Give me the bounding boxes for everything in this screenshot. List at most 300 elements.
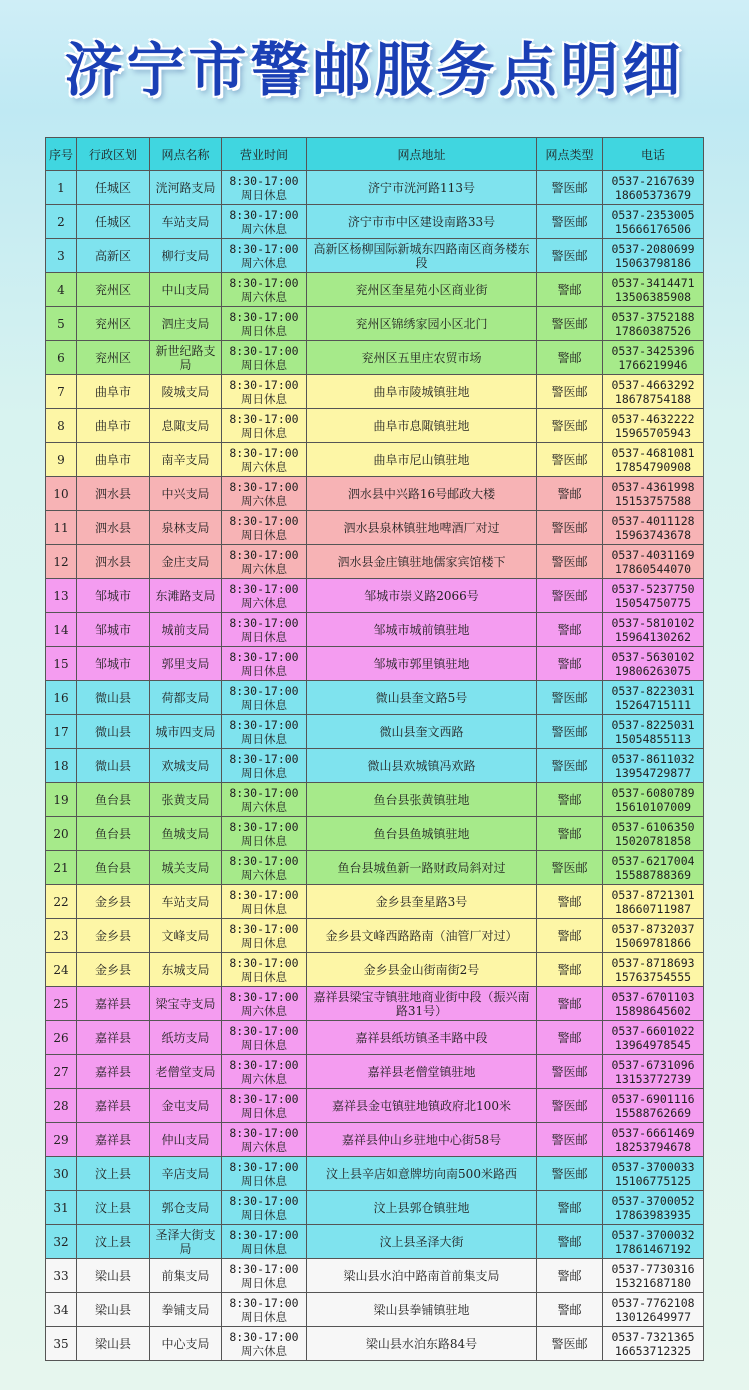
header-type: 网点类型 [537, 138, 603, 171]
cell-district: 泗水县 [77, 545, 150, 579]
cell-name: 纸坊支局 [150, 1021, 222, 1055]
cell-hours [222, 239, 307, 273]
cell-district: 嘉祥县 [77, 1089, 150, 1123]
cell-district: 嘉祥县 [77, 987, 150, 1021]
cell-type: 警邮 [537, 817, 603, 851]
phone-mobile: 15106775125 [614, 1173, 692, 1188]
phone-landline: 0537-5630102 [611, 649, 695, 664]
hours-closed-day: 周六休息 [241, 289, 287, 304]
cell-district: 泗水县 [77, 477, 150, 511]
cell-no: 26 [46, 1021, 77, 1055]
cell-address [307, 375, 537, 409]
hours-closed-day: 周日休息 [241, 1037, 287, 1052]
hours-time: 8:30-17:00 [229, 1227, 299, 1242]
phone-mobile: 19806263075 [614, 663, 692, 678]
hours-time: 8:30-17:00 [229, 275, 299, 290]
cell-district: 兖州区 [77, 341, 150, 375]
cell-no: 27 [46, 1055, 77, 1089]
cell-address [307, 579, 537, 613]
cell-type: 警邮 [537, 1225, 603, 1259]
service-points-table [45, 137, 704, 1361]
cell-address [307, 817, 537, 851]
phone-mobile: 15264715111 [614, 697, 692, 712]
hours-closed-day: 周六休息 [241, 867, 287, 882]
cell-hours [222, 647, 307, 681]
table-body [46, 171, 704, 1361]
hours-time: 8:30-17:00 [229, 445, 299, 460]
phone-mobile: 15588762669 [614, 1105, 692, 1120]
address-text: 兖州区奎星苑小区商业街 [355, 282, 488, 297]
table-row [46, 545, 704, 579]
cell-district: 微山县 [77, 681, 150, 715]
cell-hours [222, 375, 307, 409]
cell-type: 警邮 [537, 341, 603, 375]
table-row [46, 239, 704, 273]
cell-type: 警医邮 [537, 681, 603, 715]
hours-time: 8:30-17:00 [229, 1261, 299, 1276]
hours-time: 8:30-17:00 [229, 921, 299, 936]
phone-mobile: 16653712325 [614, 1343, 692, 1358]
cell-type: 警邮 [537, 477, 603, 511]
cell-phone [603, 443, 704, 477]
cell-district: 梁山县 [77, 1327, 150, 1361]
cell-name: 仲山支局 [150, 1123, 222, 1157]
phone-mobile: 13506385908 [614, 289, 692, 304]
cell-no: 21 [46, 851, 77, 885]
cell-no: 6 [46, 341, 77, 375]
cell-no: 8 [46, 409, 77, 443]
address-text: 嘉祥县仲山乡驻地中心街58号 [341, 1132, 502, 1147]
cell-hours [222, 783, 307, 817]
cell-name: 张黄支局 [150, 783, 222, 817]
cell-district: 嘉祥县 [77, 1055, 150, 1089]
cell-phone [603, 1123, 704, 1157]
cell-name: 金屯支局 [150, 1089, 222, 1123]
table-row [46, 409, 704, 443]
hours-closed-day: 周日休息 [241, 969, 287, 984]
cell-address [307, 1191, 537, 1225]
hours-time: 8:30-17:00 [229, 1057, 299, 1072]
table-row [46, 851, 704, 885]
phone-mobile: 1766219946 [618, 357, 688, 372]
address-text: 嘉祥县纸坊镇圣丰路中段 [355, 1030, 488, 1045]
address-text: 邹城市城前镇驻地 [373, 622, 470, 637]
phone-landline: 0537-3700032 [611, 1227, 695, 1242]
cell-address [307, 1327, 537, 1361]
address-text: 嘉祥县老僧堂镇驻地 [367, 1064, 476, 1079]
address-text: 梁山县水泊东路84号 [365, 1336, 478, 1351]
address-text: 曲阜市尼山镇驻地 [373, 452, 470, 467]
phone-mobile: 18253794678 [614, 1139, 692, 1154]
cell-phone [603, 885, 704, 919]
phone-mobile: 15763754555 [614, 969, 692, 984]
hours-time: 8:30-17:00 [229, 717, 299, 732]
cell-district: 汶上县 [77, 1225, 150, 1259]
phone-landline: 0537-6080789 [611, 785, 695, 800]
phone-mobile: 17860544070 [614, 561, 692, 576]
hours-time: 8:30-17:00 [229, 615, 299, 630]
cell-address [307, 1293, 537, 1327]
cell-no: 34 [46, 1293, 77, 1327]
cell-hours [222, 409, 307, 443]
cell-district: 兖州区 [77, 273, 150, 307]
cell-hours [222, 1055, 307, 1089]
hours-closed-day: 周日休息 [241, 323, 287, 338]
table-row [46, 511, 704, 545]
cell-address [307, 647, 537, 681]
address-text: 泗水县泉林镇驻地啤酒厂对过 [343, 520, 500, 535]
phone-mobile: 17863983935 [614, 1207, 692, 1222]
cell-phone [603, 375, 704, 409]
phone-mobile: 17861467192 [614, 1241, 692, 1256]
cell-address [307, 1089, 537, 1123]
phone-mobile: 15963743678 [614, 527, 692, 542]
cell-phone [603, 341, 704, 375]
table-row [46, 1327, 704, 1361]
address-text: 嘉祥县金屯镇驻地镇政府北100米 [332, 1098, 511, 1113]
phone-landline: 0537-6106350 [611, 819, 695, 834]
hours-time: 8:30-17:00 [229, 173, 299, 188]
hours-closed-day: 周六休息 [241, 255, 287, 270]
cell-district: 嘉祥县 [77, 1021, 150, 1055]
cell-district: 邹城市 [77, 647, 150, 681]
cell-address [307, 1225, 537, 1259]
phone-landline: 0537-8721301 [611, 887, 695, 902]
phone-landline: 0537-7762108 [611, 1295, 695, 1310]
address-text: 高新区杨柳国际新城东四路南区商务楼东段 [313, 241, 530, 270]
cell-phone [603, 817, 704, 851]
cell-type: 警医邮 [537, 545, 603, 579]
phone-landline: 0537-3752188 [611, 309, 695, 324]
cell-address [307, 205, 537, 239]
phone-landline: 0537-5810102 [611, 615, 695, 630]
hours-closed-day: 周日休息 [241, 1241, 287, 1256]
hours-closed-day: 周日休息 [241, 833, 287, 848]
hours-time: 8:30-17:00 [229, 1091, 299, 1106]
phone-landline: 0537-4361998 [611, 479, 695, 494]
cell-address [307, 409, 537, 443]
cell-hours [222, 443, 307, 477]
hours-closed-day: 周六休息 [241, 799, 287, 814]
cell-hours [222, 681, 307, 715]
table-row [46, 1123, 704, 1157]
table-row [46, 885, 704, 919]
cell-address [307, 477, 537, 511]
cell-address [307, 851, 537, 885]
phone-landline: 0537-8223031 [611, 683, 695, 698]
cell-no: 24 [46, 953, 77, 987]
phone-mobile: 13964978545 [614, 1037, 692, 1052]
cell-district: 汶上县 [77, 1191, 150, 1225]
cell-no: 2 [46, 205, 77, 239]
cell-hours [222, 1089, 307, 1123]
cell-type: 警邮 [537, 613, 603, 647]
hours-time: 8:30-17:00 [229, 751, 299, 766]
phone-mobile: 15610107009 [614, 799, 692, 814]
cell-hours [222, 1191, 307, 1225]
cell-phone [603, 613, 704, 647]
cell-district: 嘉祥县 [77, 1123, 150, 1157]
address-text: 鱼台县城鱼新一路财政局斜对过 [337, 860, 506, 875]
cell-name: 南辛支局 [150, 443, 222, 477]
cell-type: 警邮 [537, 1021, 603, 1055]
hours-time: 8:30-17:00 [229, 343, 299, 358]
hours-closed-day: 周六休息 [241, 595, 287, 610]
hours-time: 8:30-17:00 [229, 955, 299, 970]
cell-phone [603, 681, 704, 715]
phone-landline: 0537-2080699 [611, 241, 695, 256]
cell-name: 郭仓支局 [150, 1191, 222, 1225]
cell-name: 城市四支局 [150, 715, 222, 749]
table-row [46, 749, 704, 783]
hours-time: 8:30-17:00 [229, 377, 299, 392]
hours-time: 8:30-17:00 [229, 581, 299, 596]
cell-name: 文峰支局 [150, 919, 222, 953]
cell-hours [222, 919, 307, 953]
cell-district: 邹城市 [77, 579, 150, 613]
hours-closed-day: 周六休息 [241, 561, 287, 576]
cell-phone [603, 205, 704, 239]
cell-hours [222, 749, 307, 783]
cell-phone [603, 239, 704, 273]
cell-district: 鱼台县 [77, 817, 150, 851]
table-header-row [46, 138, 704, 171]
hours-time: 8:30-17:00 [229, 819, 299, 834]
cell-hours [222, 511, 307, 545]
cell-no: 23 [46, 919, 77, 953]
hours-closed-day: 周日休息 [241, 731, 287, 746]
cell-district: 梁山县 [77, 1293, 150, 1327]
cell-hours [222, 817, 307, 851]
table-row [46, 1259, 704, 1293]
hours-closed-day: 周日休息 [241, 629, 287, 644]
cell-phone [603, 919, 704, 953]
cell-phone [603, 715, 704, 749]
table-row [46, 919, 704, 953]
cell-hours [222, 1293, 307, 1327]
cell-address [307, 1055, 537, 1089]
cell-type: 警邮 [537, 647, 603, 681]
cell-address [307, 749, 537, 783]
cell-district: 兖州区 [77, 307, 150, 341]
phone-landline: 0537-8611032 [611, 751, 695, 766]
table-row [46, 307, 704, 341]
phone-mobile: 13012649977 [614, 1309, 692, 1324]
table-row [46, 1225, 704, 1259]
cell-name: 车站支局 [150, 205, 222, 239]
cell-district: 鱼台县 [77, 783, 150, 817]
cell-type: 警医邮 [537, 1055, 603, 1089]
phone-mobile: 18605373679 [614, 187, 692, 202]
cell-type: 警医邮 [537, 749, 603, 783]
cell-name: 荷都支局 [150, 681, 222, 715]
phone-landline: 0537-8225031 [611, 717, 695, 732]
cell-name: 柳行支局 [150, 239, 222, 273]
phone-landline: 0537-4663292 [611, 377, 695, 392]
hours-time: 8:30-17:00 [229, 207, 299, 222]
cell-type: 警医邮 [537, 1327, 603, 1361]
cell-type: 警邮 [537, 783, 603, 817]
cell-address [307, 443, 537, 477]
cell-address [307, 1123, 537, 1157]
table-row [46, 273, 704, 307]
cell-no: 16 [46, 681, 77, 715]
cell-no: 18 [46, 749, 77, 783]
cell-no: 22 [46, 885, 77, 919]
cell-phone [603, 545, 704, 579]
address-text: 汶上县圣泽大街 [379, 1234, 464, 1249]
cell-no: 33 [46, 1259, 77, 1293]
phone-landline: 0537-6601022 [611, 1023, 695, 1038]
cell-hours [222, 273, 307, 307]
cell-hours [222, 1327, 307, 1361]
hours-closed-day: 周日休息 [241, 357, 287, 372]
cell-no: 13 [46, 579, 77, 613]
cell-name: 梁宝寺支局 [150, 987, 222, 1021]
address-text: 金乡县文峰西路路南（油管厂对过） [325, 928, 518, 943]
phone-landline: 0537-4632222 [611, 411, 695, 426]
cell-no: 32 [46, 1225, 77, 1259]
table-row [46, 375, 704, 409]
cell-district: 鱼台县 [77, 851, 150, 885]
phone-landline: 0537-2167639 [611, 173, 695, 188]
cell-district: 任城区 [77, 205, 150, 239]
cell-type: 警医邮 [537, 443, 603, 477]
cell-phone [603, 1191, 704, 1225]
cell-hours [222, 851, 307, 885]
hours-closed-day: 周日休息 [241, 1309, 287, 1324]
cell-address [307, 987, 537, 1021]
cell-address [307, 715, 537, 749]
phone-landline: 0537-4011128 [611, 513, 695, 528]
address-text: 曲阜市息陬镇驻地 [373, 418, 470, 433]
cell-no: 3 [46, 239, 77, 273]
header-hours: 营业时间 [222, 138, 307, 171]
phone-mobile: 13954729877 [614, 765, 692, 780]
cell-phone [603, 749, 704, 783]
phone-landline: 0537-7321365 [611, 1329, 695, 1344]
cell-type: 警邮 [537, 1259, 603, 1293]
table-row [46, 1157, 704, 1191]
cell-no: 31 [46, 1191, 77, 1225]
page-title: 济宁市警邮服务点明细 [64, 36, 685, 104]
cell-no: 11 [46, 511, 77, 545]
cell-name: 金庄支局 [150, 545, 222, 579]
phone-mobile: 17860387526 [614, 323, 692, 338]
cell-district: 高新区 [77, 239, 150, 273]
hours-closed-day: 周日休息 [241, 765, 287, 780]
address-text: 梁山县拳铺镇驻地 [373, 1302, 470, 1317]
hours-time: 8:30-17:00 [229, 649, 299, 664]
phone-mobile: 18660711987 [614, 901, 692, 916]
hours-closed-day: 周日休息 [241, 697, 287, 712]
cell-type: 警医邮 [537, 1157, 603, 1191]
cell-name: 中兴支局 [150, 477, 222, 511]
cell-name: 泗庄支局 [150, 307, 222, 341]
phone-mobile: 15666176506 [614, 221, 692, 236]
table-row [46, 987, 704, 1021]
cell-district: 曲阜市 [77, 409, 150, 443]
hours-closed-day: 周日休息 [241, 1173, 287, 1188]
address-text: 邹城市郭里镇驻地 [373, 656, 470, 671]
table-row [46, 613, 704, 647]
address-text: 济宁市市中区建设南路33号 [347, 214, 496, 229]
address-text: 微山县欢城镇冯欢路 [367, 758, 476, 773]
phone-landline: 0537-6901116 [611, 1091, 695, 1106]
phone-landline: 0537-5237750 [611, 581, 695, 596]
cell-type: 警医邮 [537, 375, 603, 409]
phone-landline: 0537-4681081 [611, 445, 695, 460]
cell-type: 警医邮 [537, 715, 603, 749]
cell-type: 警医邮 [537, 409, 603, 443]
cell-no: 9 [46, 443, 77, 477]
cell-address [307, 1259, 537, 1293]
cell-phone [603, 511, 704, 545]
cell-no: 29 [46, 1123, 77, 1157]
phone-landline: 0537-3414471 [611, 275, 695, 290]
address-text: 泗水县中兴路16号邮政大楼 [347, 486, 496, 501]
cell-type: 警邮 [537, 987, 603, 1021]
phone-landline: 0537-4031169 [611, 547, 695, 562]
phone-landline: 0537-7730316 [611, 1261, 695, 1276]
cell-address [307, 783, 537, 817]
cell-address [307, 511, 537, 545]
cell-no: 17 [46, 715, 77, 749]
cell-district: 微山县 [77, 749, 150, 783]
hours-time: 8:30-17:00 [229, 513, 299, 528]
hours-closed-day: 周日休息 [241, 1207, 287, 1222]
table-row [46, 477, 704, 511]
cell-type: 警医邮 [537, 205, 603, 239]
cell-name: 东滩路支局 [150, 579, 222, 613]
cell-name: 东城支局 [150, 953, 222, 987]
table-row [46, 1089, 704, 1123]
table-row [46, 341, 704, 375]
cell-name: 前集支局 [150, 1259, 222, 1293]
cell-hours [222, 1157, 307, 1191]
cell-address [307, 273, 537, 307]
header-name: 网点名称 [150, 138, 222, 171]
cell-no: 30 [46, 1157, 77, 1191]
table-row [46, 1055, 704, 1089]
cell-phone [603, 987, 704, 1021]
cell-phone [603, 1225, 704, 1259]
cell-name: 郭里支局 [150, 647, 222, 681]
cell-hours [222, 613, 307, 647]
hours-closed-day: 周日休息 [241, 935, 287, 950]
cell-no: 5 [46, 307, 77, 341]
hours-closed-day: 周六休息 [241, 1071, 287, 1086]
hours-time: 8:30-17:00 [229, 547, 299, 562]
hours-closed-day: 周日休息 [241, 527, 287, 542]
cell-name: 圣泽大街支局 [150, 1225, 222, 1259]
cell-name: 泉林支局 [150, 511, 222, 545]
cell-type: 警邮 [537, 1191, 603, 1225]
phone-mobile: 13153772739 [614, 1071, 692, 1086]
cell-no: 12 [46, 545, 77, 579]
cell-hours [222, 477, 307, 511]
cell-name: 城前支局 [150, 613, 222, 647]
cell-phone [603, 171, 704, 205]
address-text: 金乡县金山街南街2号 [363, 962, 480, 977]
cell-address [307, 681, 537, 715]
cell-hours [222, 987, 307, 1021]
cell-phone [603, 477, 704, 511]
hours-closed-day: 周六休息 [241, 1343, 287, 1358]
cell-name: 陵城支局 [150, 375, 222, 409]
hours-closed-day: 周日休息 [241, 425, 287, 440]
hours-time: 8:30-17:00 [229, 1159, 299, 1174]
